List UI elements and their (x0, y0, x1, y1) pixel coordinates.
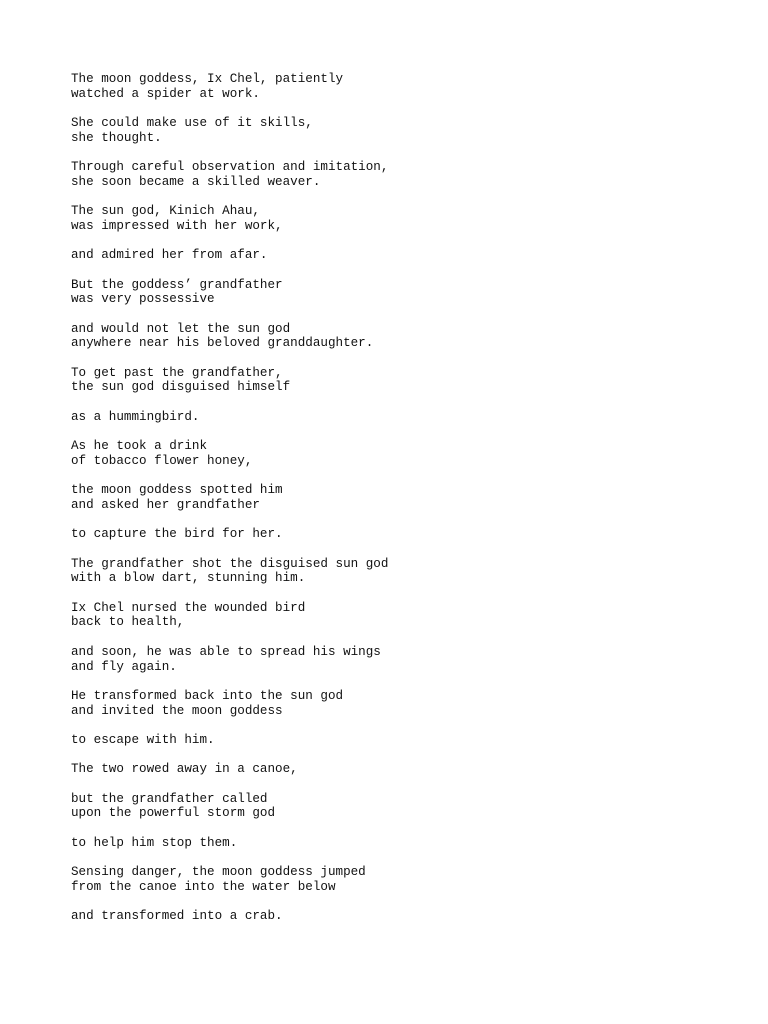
stanza (71, 865, 711, 894)
stanza (71, 278, 711, 307)
text-line: The sun god, Kinich Ahau, (71, 204, 260, 219)
text-line: watched a spider at work. (71, 86, 260, 101)
text-line: and admired her from afar. (71, 248, 268, 263)
stanza (71, 645, 711, 674)
text-line: she soon became a skilled weaver. (71, 174, 321, 189)
text-line: and invited the moon goddess (71, 703, 283, 718)
text-line: from the canoe into the water below (71, 879, 336, 894)
text-line: He transformed back into the sun god (71, 688, 344, 703)
stanza (71, 410, 711, 425)
text-line: and soon, he was able to spread his wings (71, 644, 381, 659)
stanza (71, 601, 711, 630)
stanza (71, 366, 711, 395)
text-line: the sun god disguised himself (71, 380, 291, 395)
text-line: The grandfather shot the disguised sun god (71, 556, 389, 571)
text-line: to help him stop them. (71, 835, 238, 850)
text-line: to escape with him. (71, 732, 215, 747)
stanza (71, 762, 711, 777)
text-line: and fly again. (71, 659, 177, 674)
text-line: and transformed into a crab. (71, 909, 283, 924)
text-line: the moon goddess spotted him (71, 483, 283, 498)
stanza (71, 439, 711, 468)
text-line: as a hummingbird. (71, 409, 200, 424)
text-line: The moon goddess, Ix Chel, patiently (71, 72, 344, 86)
text-line: was impressed with her work, (71, 218, 283, 233)
text-line: but the grandfather called (71, 791, 268, 806)
text-line: Ix Chel nursed the wounded bird (71, 600, 306, 615)
stanza (71, 527, 711, 542)
text-line: and would not let the sun god (71, 321, 291, 336)
text-line: and asked her grandfather (71, 497, 260, 512)
text-line: anywhere near his beloved granddaughter. (71, 336, 374, 351)
text-line: back to health, (71, 615, 185, 630)
stanza (71, 204, 711, 233)
stanza (71, 116, 711, 145)
stanza (71, 792, 711, 821)
text-line: she thought. (71, 130, 162, 145)
text-line: As he took a drink (71, 439, 208, 454)
stanza (71, 557, 711, 586)
stanza (71, 160, 711, 189)
text-line: To get past the grandfather, (71, 365, 283, 380)
text-line: Sensing danger, the moon goddess jumped (71, 865, 366, 880)
stanza (71, 909, 711, 924)
story-text (71, 72, 711, 939)
stanza (71, 248, 711, 263)
text-line: of tobacco flower honey, (71, 453, 253, 468)
text-line: But the goddess’ grandfather (71, 277, 283, 292)
text-line: The two rowed away in a canoe, (71, 762, 298, 777)
stanza (71, 483, 711, 512)
stanza (71, 836, 711, 851)
stanza (71, 322, 711, 351)
text-line: was very possessive (71, 292, 215, 307)
stanza (71, 689, 711, 718)
text-line: She could make use of it skills, (71, 116, 313, 131)
text-line: with a blow dart, stunning him. (71, 571, 306, 586)
stanza (71, 733, 711, 748)
text-line: upon the powerful storm god (71, 806, 276, 821)
text-line: to capture the bird for her. (71, 527, 283, 542)
stanza (71, 72, 711, 101)
text-line: Through careful observation and imitation, (71, 160, 389, 175)
